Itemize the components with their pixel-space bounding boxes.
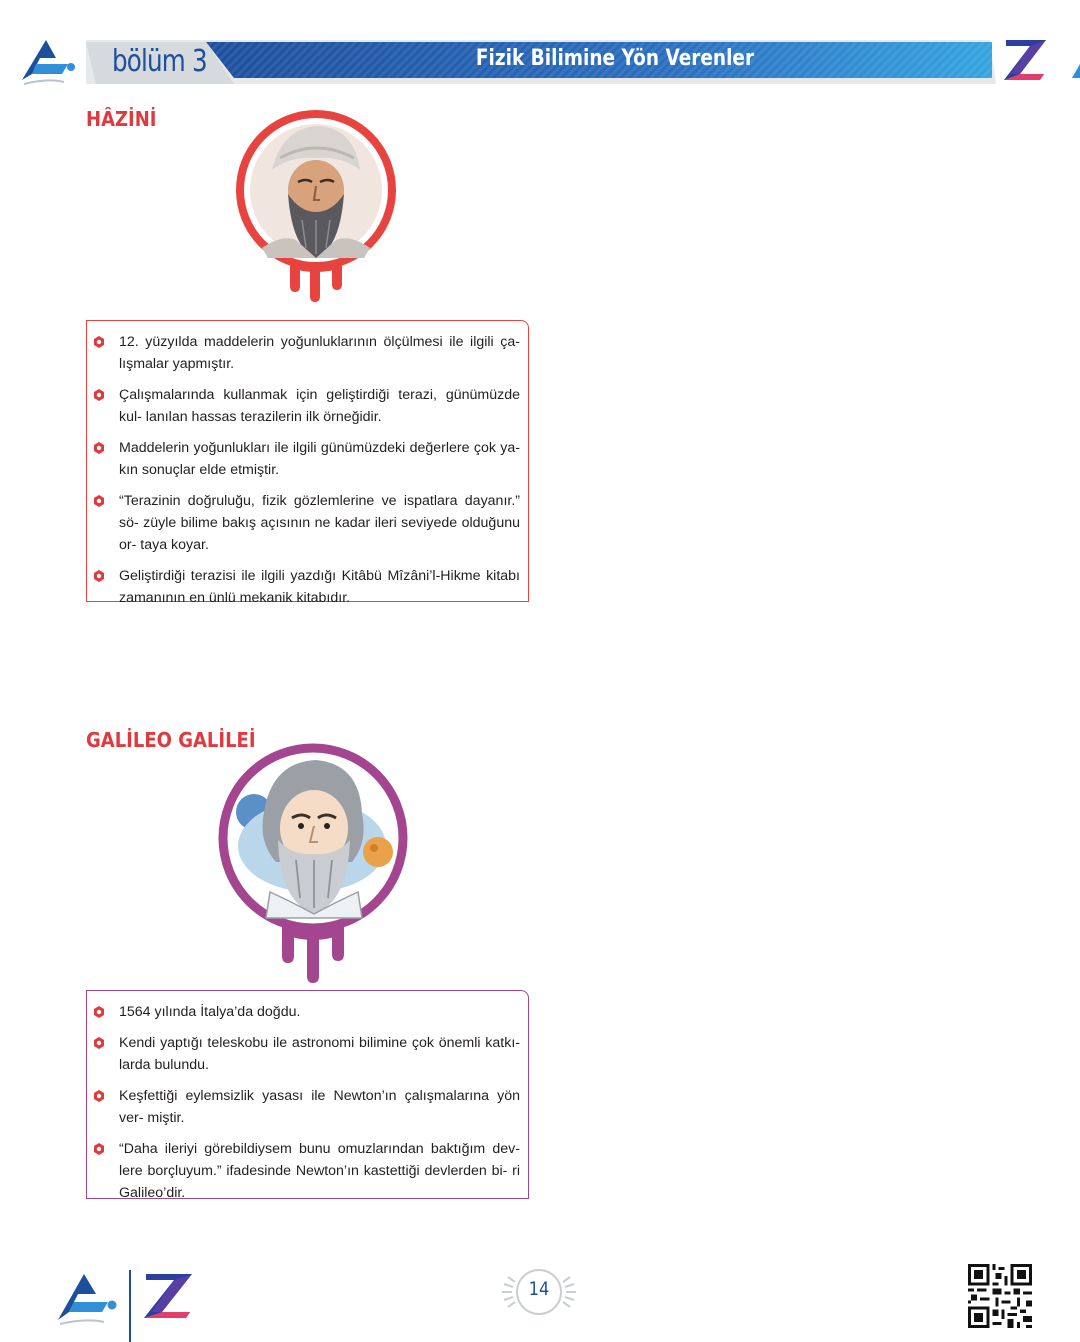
galileo-portrait-icon [212,742,414,984]
page-header-title: Fizik Bilimine Yön Verenler [475,46,755,71]
fact-text: 12. yüzyılda maddelerin yoğunluklarının ölçülmesi ile ilgili ça- lışmalar yapmıştır. [119,334,520,372]
bullet-icon [93,389,105,401]
footer-divider [129,1270,131,1342]
hazini-facts-box [86,320,529,606]
fact-item [87,1138,520,1204]
hazini-portrait-icon [232,108,400,304]
fact-item [87,1032,520,1076]
fact-item [87,490,520,556]
fact-item [87,437,520,481]
qr-code-icon [968,1264,1032,1328]
chapter-label: bölüm 3 [112,44,207,79]
bullet-icon [93,570,105,582]
fact-text: Maddelerin yoğunlukları ile ilgili günümüzdeki değerlere çok ya- kın sonuçlar elde etmiştir. [119,440,520,478]
edge-arrow-icon [1068,60,1080,78]
fact-item [87,1001,520,1023]
z-brand-logo-icon [1000,34,1050,84]
bullet-icon [93,336,105,348]
section-title-galileo: GALİLEO GALİLEİ [86,728,256,752]
fact-item [87,565,520,609]
bullet-icon [93,442,105,454]
fact-text: 1564 yılında İtalya’da doğdu. [119,1004,301,1020]
fact-item [87,384,520,428]
bullet-icon [93,495,105,507]
fact-text: Çalışmalarında kullanmak için geliştirdiği terazi, günümüzde kul- lanılan hassas terazilerin ilk örneğidir. [119,387,520,425]
section-title-hazini: HÂZİNİ [86,107,157,131]
publisher-logo-icon [18,34,76,86]
fact-text: “Daha ileriyi görebildiysem bunu omuzlarından baktığım dev- lere borçluyum.” ifadesinde Newton’ın kastettiği devlerden bi- ri Galileo’dir. [119,1141,520,1201]
bullet-icon [93,1143,105,1155]
z-brand-logo-icon [140,1268,196,1324]
fact-text: Geliştirdiği terazisi ile ilgili yazdığı Kitâbü Mîzâni’l-Hikme kitabı zamanının en ünlü mekanik kitabıdır. [119,568,520,606]
page-number: 14 [528,1278,550,1300]
publisher-logo-icon [54,1268,118,1326]
bullet-icon [93,1037,105,1049]
fact-item [87,331,520,375]
bullet-icon [93,1090,105,1102]
bullet-icon [93,1006,105,1018]
fact-item [87,1085,520,1129]
fact-text: Keşfettiği eylemsizlik yasası ile Newton’ın çalışmalarına yön ver- miştir. [119,1088,520,1126]
fact-text: “Terazinin doğruluğu, fizik gözlemlerine ve ispatlara dayanır.” sö- züyle bilime bakış açısının ne kadar ileri seviyede olduğunu or- taya koyar. [119,493,520,553]
galileo-facts-box [86,990,529,1199]
fact-text: Kendi yaptığı teleskobu ile astronomi bilimine çok önemli katkı- larda bulundu. [119,1035,520,1073]
